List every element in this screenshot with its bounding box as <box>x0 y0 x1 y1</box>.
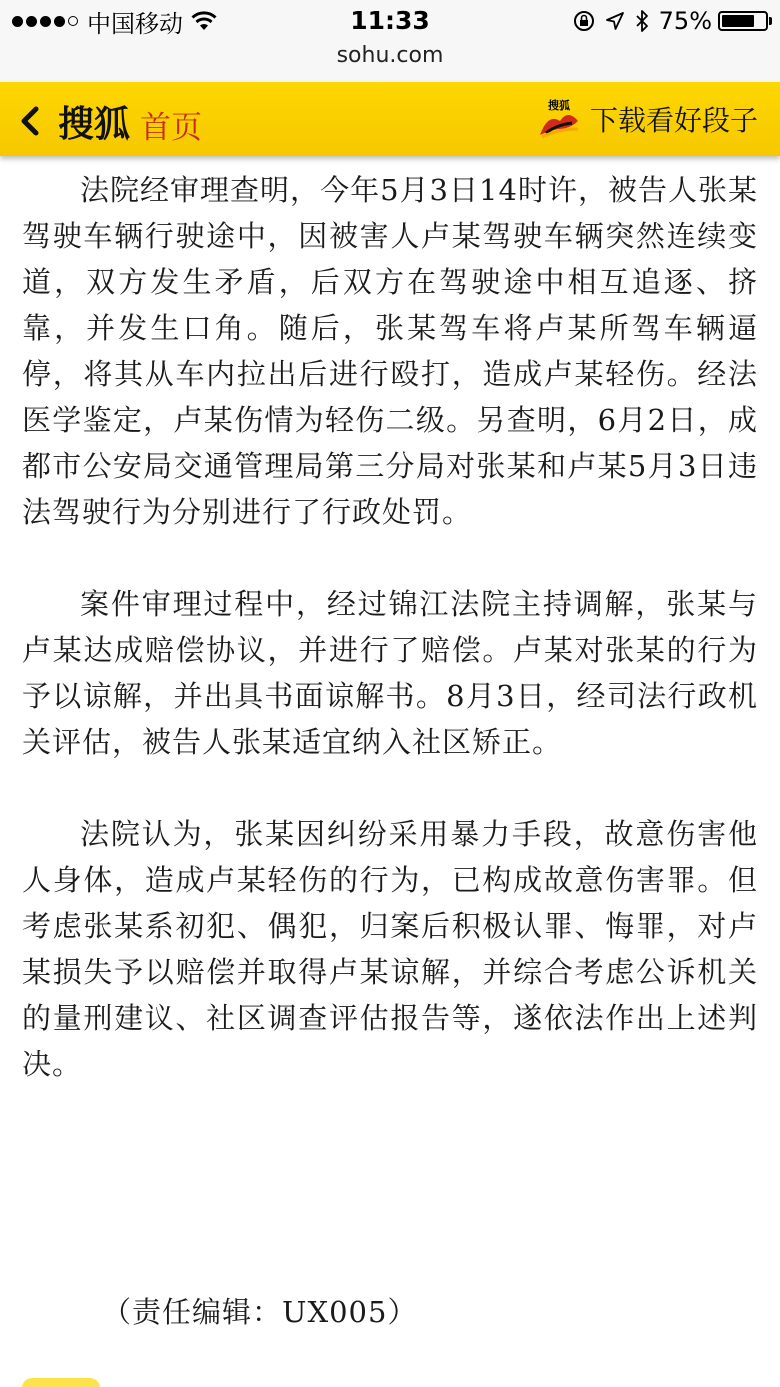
article-paragraph-3: 法院认为，张某因纠纷采用暴力手段，故意伤害他人身体，造成卢某轻伤的行为，已构成故意伤害罪。但考虑张某系初犯、偶犯，归案后积极认罪、悔罪，对卢某损失予以赔偿并取得卢某谅解，并综合考虑公诉机关的量刑建议、社区调查评估报告等，遂依法作出上述判决。 <box>22 817 758 1081</box>
editor-credit: （责任编辑：UX005） <box>102 1295 418 1329</box>
location-arrow-icon <box>605 11 625 31</box>
article-paragraph-2: 案件审理过程中，经过锦江法院主持调解，张某与卢某达成赔偿协议，并进行了赔偿。卢某对张某的行为予以谅解，并出具书面谅解书。8月3日，经司法行政机关评估，被告人张某适宜纳入社区矫正。 <box>22 587 758 759</box>
carrier-name: 中国移动 <box>87 9 183 38</box>
battery-icon <box>718 11 768 31</box>
site-header <box>0 82 780 156</box>
sohu-app-icon <box>538 99 580 139</box>
clock: 11:33 <box>350 6 430 35</box>
download-app-banner[interactable] <box>538 98 758 140</box>
status-bar <box>0 0 780 42</box>
article-paragraph-1: 法院经审理查明，今年5月3日14时许，被告人张某驾驶车辆行驶途中，因被害人卢某驾驶车辆突然连续变道，双方发生矛盾，后双方在驾驶途中相互追逐、挤靠，并发生口角。随后，张某驾车将卢某所驾车辆逼停，将其从车内拉出后进行殴打，造成卢某轻伤。经法医学鉴定，卢某伤情为轻伤二级。另查明，6月2日，成都市公安局交通管理局第三分局对张某和卢某5月3日违法驾驶行为分别进行了行政处罚。 <box>22 173 758 529</box>
back-chevron-icon[interactable] <box>14 104 50 138</box>
status-bar-right <box>563 7 768 35</box>
bottom-tab-partial[interactable] <box>22 1378 100 1387</box>
download-label[interactable]: 下载看好段子 <box>589 104 758 137</box>
orientation-lock-icon <box>573 10 595 32</box>
battery-percent: 75% <box>658 7 712 35</box>
app-icon-label: 搜狐 <box>547 99 570 112</box>
browser-url-bar[interactable] <box>0 42 780 82</box>
battery-fill <box>722 15 754 27</box>
article-body <box>22 156 758 1133</box>
sohu-logo[interactable]: 搜狐 <box>58 104 131 145</box>
url-text[interactable]: sohu.com <box>336 43 444 68</box>
home-link[interactable]: 首页 <box>140 110 202 146</box>
bluetooth-icon <box>635 9 649 33</box>
